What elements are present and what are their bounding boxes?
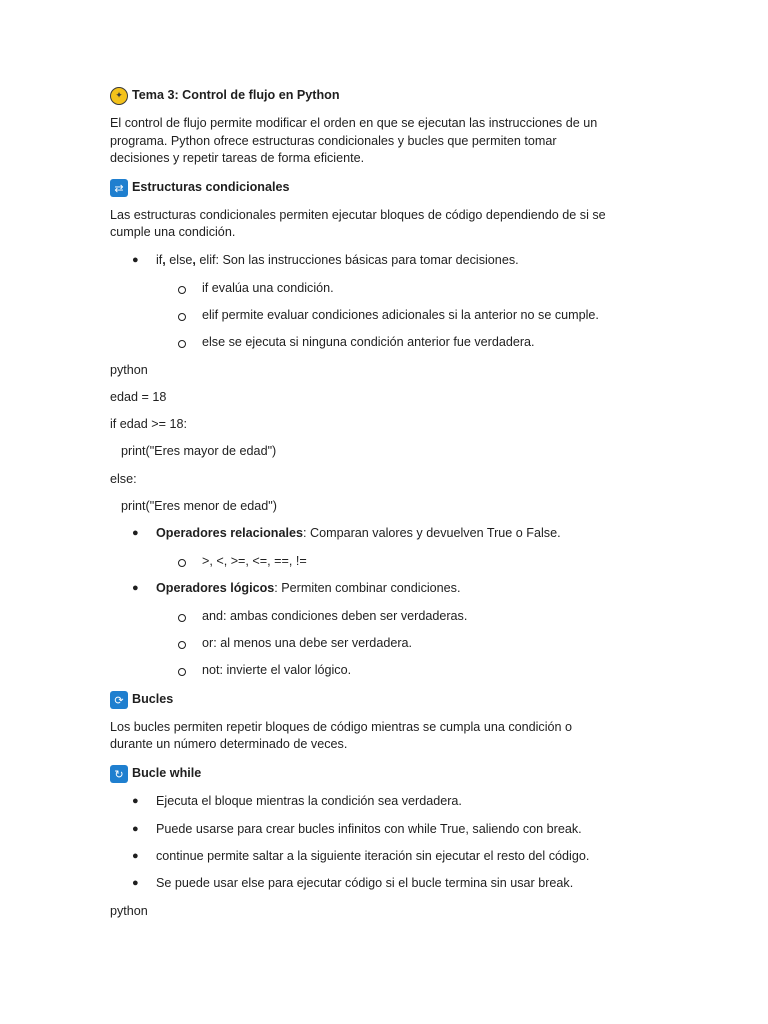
sublist-item: or: al menos una debe ser verdadera. — [202, 636, 413, 650]
list-item: continue permite saltar a la siguiente iteración sin ejecutar el resto del código. — [156, 849, 590, 863]
circle-bullet-icon — [178, 668, 186, 676]
section-heading-loops: Bucles — [132, 692, 174, 706]
sublist-item: if evalúa una condición. — [202, 281, 334, 295]
logical-text: : Permiten combinar condiciones. — [274, 581, 461, 595]
list-item: Puede usarse para crear bucles infinitos con while True, saliendo con break. — [156, 822, 582, 836]
circle-bullet-icon — [178, 313, 186, 321]
intro-line-1: El control de flujo permite modificar el orden en que se ejecutan las instrucciones de un — [110, 116, 598, 130]
list-item: Ejecuta el bloque mientras la condición sea verdadera. — [156, 794, 462, 808]
bullet-icon: ● — [132, 254, 139, 266]
shuffle-icon: ⇄ — [110, 179, 128, 197]
code-line: else: — [110, 472, 137, 486]
sublist-item: elif permite evaluar condiciones adicionales si la anterior no se cumple. — [202, 308, 599, 322]
conditionals-intro-2: cumple una condición. — [110, 225, 236, 239]
keyword-elif: elif — [199, 253, 216, 267]
bullet-icon: ● — [132, 823, 139, 835]
keywords-description: : Son las instrucciones básicas para tomar decisiones. — [215, 253, 519, 267]
sublist-item: >, <, >=, <=, ==, != — [202, 554, 307, 568]
intro-line-3: decisiones y repetir tareas de forma eficiente. — [110, 151, 365, 165]
list-item: Se puede usar else para ejecutar código si el bucle termina sin usar break. — [156, 876, 574, 890]
bullet-icon: ● — [132, 795, 139, 807]
section-heading-conditionals: Estructuras condicionales — [132, 180, 290, 194]
intro-line-2: programa. Python ofrece estructuras condicionales y bucles que permiten tomar — [110, 134, 557, 148]
bullet-icon: ● — [132, 877, 139, 889]
circle-bullet-icon — [178, 614, 186, 622]
circle-bullet-icon — [178, 559, 186, 567]
sublist-item: and: ambas condiciones deben ser verdaderas. — [202, 609, 468, 623]
code-line: if edad >= 18: — [110, 417, 188, 431]
circle-bullet-icon — [178, 286, 186, 294]
code-language-label: python — [110, 904, 148, 918]
code-line: print("Eres mayor de edad") — [121, 444, 277, 458]
page-title: Tema 3: Control de flujo en Python — [132, 88, 340, 102]
refresh-icon: ↻ — [110, 765, 128, 783]
bullet-icon: ● — [132, 527, 139, 539]
code-line: print("Eres menor de edad") — [121, 499, 277, 513]
bullet-icon: ● — [132, 850, 139, 862]
list-item-logical — [156, 580, 460, 598]
keyword-sep-2: , — [192, 253, 200, 267]
keyword-sep-1: , — [162, 253, 170, 267]
keyword-else: else — [169, 253, 193, 267]
section-heading-while: Bucle while — [132, 766, 202, 780]
bullet-icon: ● — [132, 582, 139, 594]
loops-intro-2: durante un número determinado de veces. — [110, 737, 348, 751]
compass-icon: ✦ — [110, 87, 128, 105]
code-language-label: python — [110, 363, 148, 377]
code-line: edad = 18 — [110, 390, 167, 404]
keyword-if: if — [156, 253, 163, 267]
relational-text: : Comparan valores y devuelven True o False. — [303, 526, 561, 540]
sublist-item: not: invierte el valor lógico. — [202, 663, 352, 677]
list-item-keywords — [156, 252, 519, 270]
relational-label: Operadores relacionales — [156, 526, 303, 540]
sublist-item: else se ejecuta si ninguna condición anterior fue verdadera. — [202, 335, 535, 349]
list-item-relational — [156, 525, 561, 543]
conditionals-intro-1: Las estructuras condicionales permiten ejecutar bloques de código dependiendo de si se — [110, 208, 606, 222]
logical-label: Operadores lógicos — [156, 581, 275, 595]
repeat-icon: ⟳ — [110, 691, 128, 709]
circle-bullet-icon — [178, 340, 186, 348]
circle-bullet-icon — [178, 641, 186, 649]
loops-intro-1: Los bucles permiten repetir bloques de código mientras se cumpla una condición o — [110, 720, 573, 734]
